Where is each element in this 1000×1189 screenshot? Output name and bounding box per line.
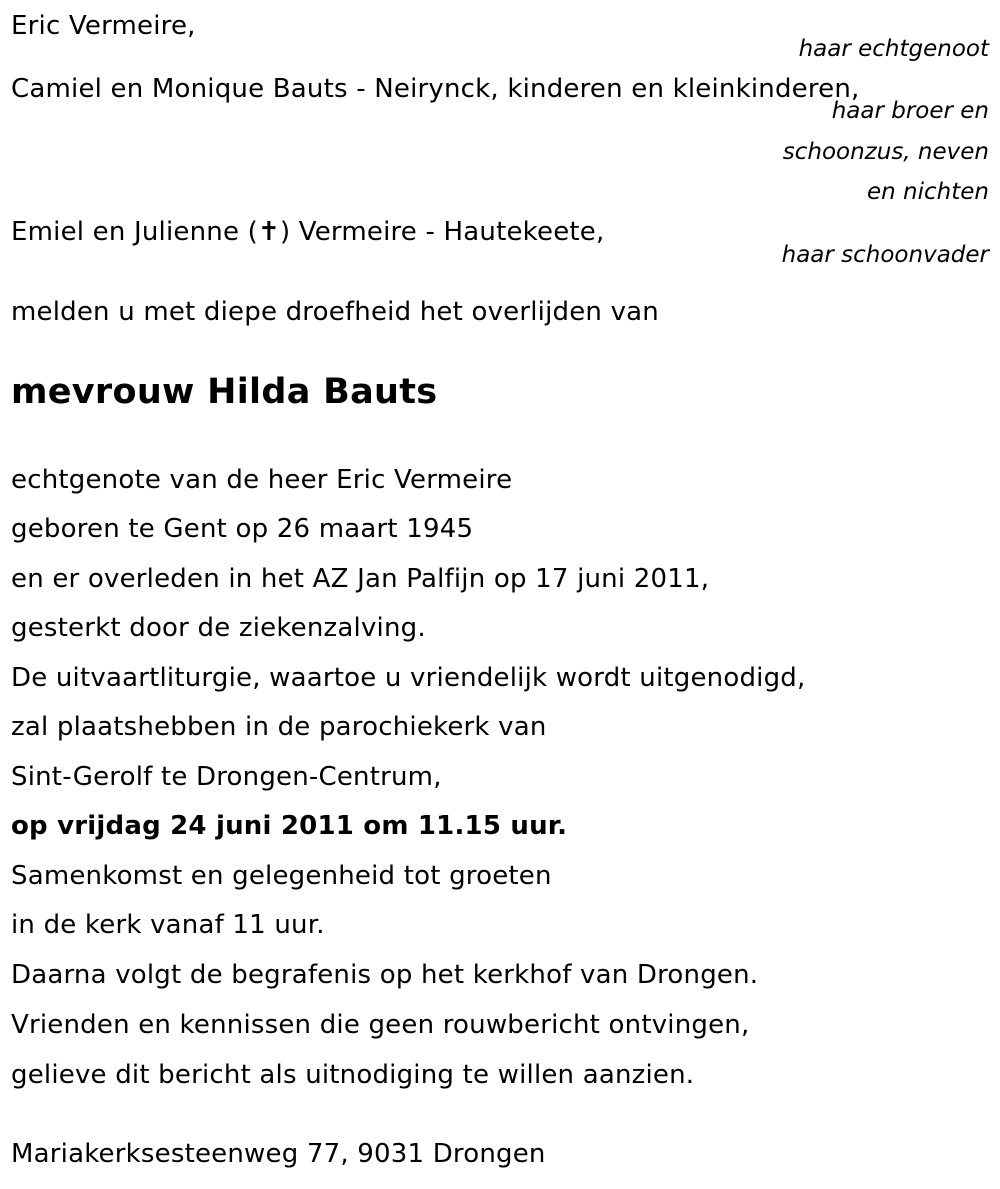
- detail-line-6: zal plaatshebben in de parochiekerk van: [11, 712, 547, 742]
- detail-line-5: De uitvaartliturgie, waartoe u vriendelijk wordt uitgenodigd,: [11, 663, 806, 693]
- detail-line-1: echtgenote van de heer Eric Vermeire: [11, 465, 513, 495]
- detail-line-9: Samenkomst en gelegenheid tot groeten: [11, 861, 552, 891]
- detail-line-2: geboren te Gent op 26 maart 1945: [11, 514, 474, 544]
- detail-line-12: Vrienden en kennissen die geen rouwbericht ontvingen,: [11, 1010, 750, 1040]
- service-date-time: op vrijdag 24 juni 2011 om 11.15 uur.: [11, 811, 568, 841]
- family-relation-2b: schoonzus, neven: [782, 139, 989, 165]
- announcement-text: melden u met diepe droefheid het overlijden van: [11, 297, 659, 327]
- family-relation-2c: en nichten: [867, 179, 989, 205]
- family-names-3: Emiel en Julienne (✝) Vermeire - Hautekeete,: [11, 217, 605, 247]
- family-relation-1: haar echtgenoot: [798, 36, 989, 62]
- detail-line-3: en er overleden in het AZ Jan Palfijn op 17 juni 2011,: [11, 564, 710, 594]
- deceased-name: mevrouw Hilda Bauts: [11, 372, 438, 412]
- detail-line-4: gesterkt door de ziekenzalving.: [11, 613, 426, 643]
- detail-line-10: in de kerk vanaf 11 uur.: [11, 910, 325, 940]
- detail-line-7: Sint-Gerolf te Drongen-Centrum,: [11, 762, 442, 792]
- family-relation-3: haar schoonvader: [781, 242, 989, 268]
- detail-line-13: gelieve dit bericht als uitnodiging te willen aanzien.: [11, 1060, 695, 1090]
- family-names-1: Eric Vermeire,: [11, 11, 196, 41]
- detail-line-11: Daarna volgt de begrafenis op het kerkhof van Drongen.: [11, 960, 759, 990]
- family-names-2: Camiel en Monique Bauts - Neirynck, kinderen en kleinkinderen,: [11, 74, 860, 104]
- address: Mariakerksesteenweg 77, 9031 Drongen: [11, 1139, 546, 1169]
- family-relation-2a: haar broer en: [831, 98, 989, 124]
